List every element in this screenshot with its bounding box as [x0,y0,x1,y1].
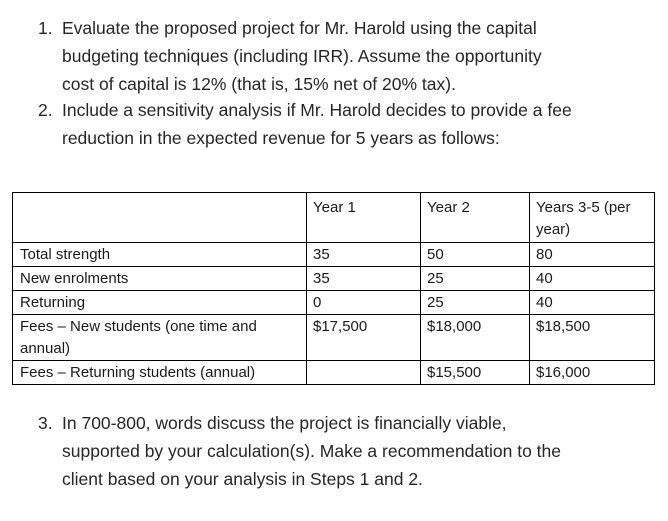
table-header-row [13,193,655,243]
instruction-line: reduction in the expected revenue for 5 years as follows: [62,128,500,148]
table-cell: 50 [421,243,530,267]
instruction-number: 3. [38,413,53,433]
instruction-text [62,409,652,493]
table-cell: 40 [530,291,655,315]
table-cell: $16,000 [530,361,655,385]
instruction-line: Evaluate the proposed project for Mr. Harold using the capital [62,18,537,38]
table-cell: $18,500 [530,315,655,361]
instruction-line: budgeting techniques (including IRR). Assume the opportunity [62,46,542,66]
table-cell: 25 [421,291,530,315]
instruction-number: 2. [38,100,53,120]
table-cell: 0 [307,291,421,315]
table-cell: 40 [530,267,655,291]
table-header-cell [13,193,307,243]
table-cell [307,361,421,385]
table-row [13,361,655,385]
table-cell: Total strength [13,243,307,267]
instruction-number: 1. [38,18,53,38]
table-cell: 25 [421,267,530,291]
table-cell: Fees – New students (one time and annual) [13,315,307,361]
table-row [13,291,655,315]
table-header-cell: Year 1 [307,193,421,243]
instruction-line: supported by your calculation(s). Make a recommendation to the [62,441,562,461]
table-cell: Fees – Returning students (annual) [13,361,307,385]
instruction-line: cost of capital is 12% (that is, 15% net of 20% tax). [62,74,456,94]
table-header-cell: Years 3-5 (per year) [530,193,655,243]
instruction-line: In 700-800, words discuss the project is financially viable, [62,413,507,433]
instruction-text [62,96,652,152]
table-header-cell: Year 2 [421,193,530,243]
table-cell: 35 [307,243,421,267]
table-cell: 35 [307,267,421,291]
instruction-text [62,14,652,98]
table-cell: New enrolments [13,267,307,291]
table-row [13,315,655,361]
table-cell: $18,000 [421,315,530,361]
fee-table [12,192,655,385]
table-cell: $15,500 [421,361,530,385]
instruction-line: Include a sensitivity analysis if Mr. Harold decides to provide a fee [62,100,572,120]
table-cell: $17,500 [307,315,421,361]
instruction-line: client based on your analysis in Steps 1 and 2. [62,469,423,489]
table-row [13,243,655,267]
table-cell: Returning [13,291,307,315]
table-row [13,267,655,291]
table-cell: 80 [530,243,655,267]
